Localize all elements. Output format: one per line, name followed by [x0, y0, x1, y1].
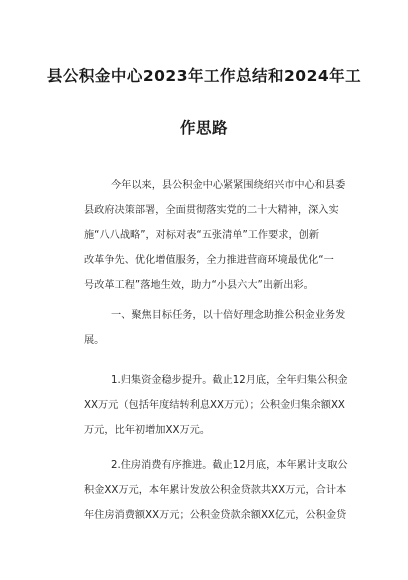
item-1-paragraph [84, 368, 354, 443]
intro-line: 今年以来，县公积金中心紧紧围绕绍兴市中心和县委 [111, 180, 346, 191]
intro-line: 号改革工程”落地生效，助力“小县六大”出新出彩。 [84, 280, 314, 291]
document-title-line-2: 作思路 [179, 119, 228, 137]
item-2-line: 积金XX万元，本年累计发放公积金贷款共XX万元，合计本 [84, 485, 347, 496]
section-1-line: 展。 [84, 335, 105, 346]
item-1-line: 万元，比年初增加XX万元。 [84, 425, 211, 436]
item-2-line: 年住房消费额XX万元；公积金贷款余额XX亿元，公积金贷 [84, 510, 347, 521]
section-1-heading [84, 303, 354, 353]
intro-line: 施“八八战略”，对标对表“五张清单”工作要求，创新 [84, 230, 320, 241]
item-1-line: XX万元（包括年度结转利息XX万元）；公积金归集余额XX [84, 400, 345, 411]
intro-paragraph [84, 173, 354, 298]
item-1-line: 1.归集资金稳步提升。截止12月底，全年归集公积金 [111, 375, 348, 386]
section-1-line: 一、聚焦目标任务，以十倍好理念助推公积金业务发 [111, 310, 346, 321]
item-2-line: 2.住房消费有序推进。截止12月底，本年累计支取公 [111, 460, 348, 471]
intro-line: 改革争先、优化增值服务，全力推进营商环境最优化“一 [84, 255, 334, 266]
item-2-paragraph [84, 453, 354, 528]
intro-line: 县政府决策部署，全面贯彻落实党的二十大精神，深入实 [84, 205, 339, 216]
document-title-line-1: 县公积金中心2023年工作总结和2024年工 [46, 67, 362, 85]
